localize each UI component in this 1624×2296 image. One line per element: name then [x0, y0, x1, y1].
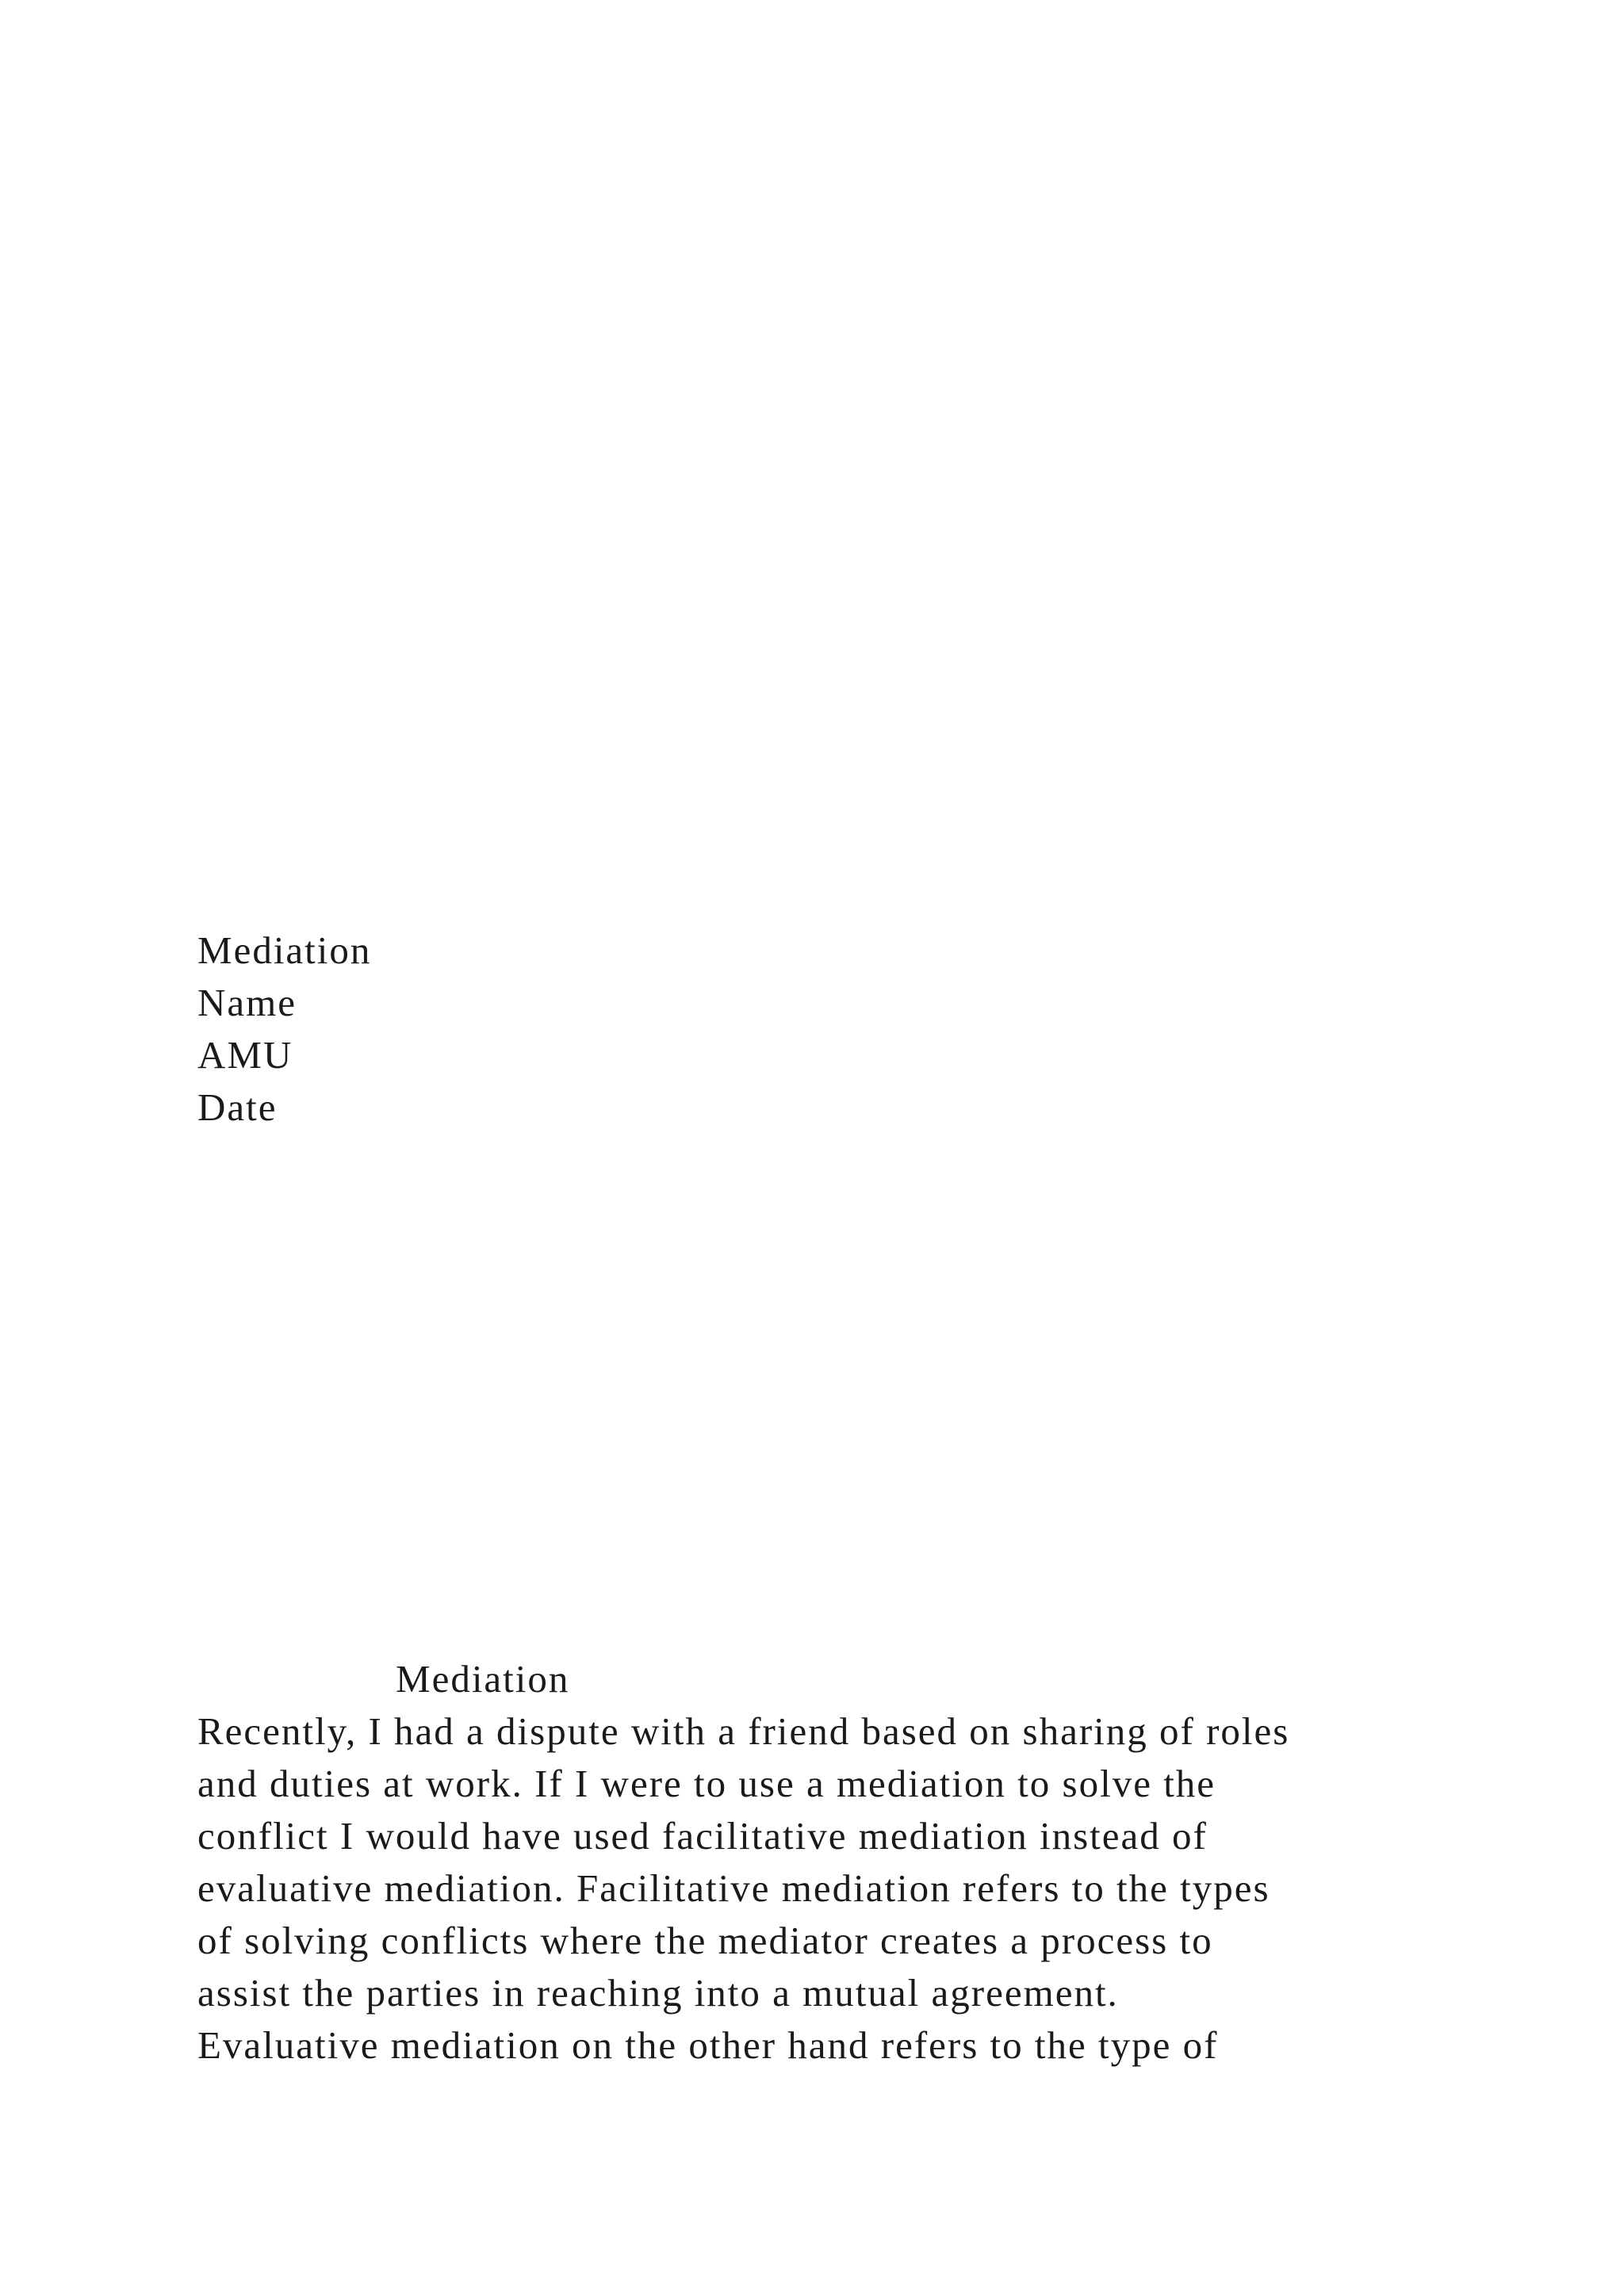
author-name: Name [197, 981, 297, 1024]
date: Date [197, 1085, 278, 1129]
essay-paragraph [197, 1705, 1498, 2072]
title-page-block [197, 924, 371, 1134]
paragraph-line: conflict I would have used facilitative mediation instead of [197, 1814, 1208, 1858]
document-title: Mediation [197, 928, 372, 972]
paragraph-line: Evaluative mediation on the other hand refers to the type of [197, 2023, 1219, 2067]
paragraph-line: assist the parties in reaching into a mutual agreement. [197, 1971, 1119, 2015]
essay-heading: Mediation [396, 1657, 570, 1701]
paragraph-line: and duties at work. If I were to use a mediation to solve the [197, 1762, 1216, 1805]
institution: AMU [197, 1033, 293, 1077]
paragraph-line: of solving conflicts where the mediator creates a process to [197, 1919, 1213, 1962]
paragraph-line: Recently, I had a dispute with a friend based on sharing of roles [197, 1709, 1290, 1753]
paragraph-line: evaluative mediation. Facilitative mediation refers to the types [197, 1866, 1270, 1910]
